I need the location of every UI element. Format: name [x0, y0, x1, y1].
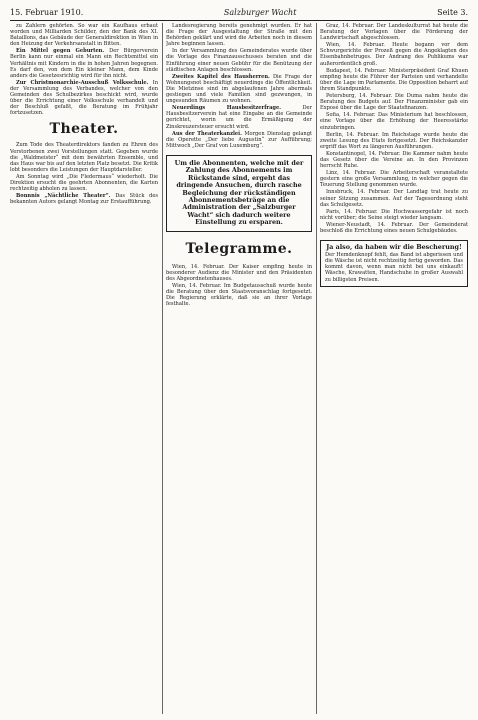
header-newspaper-name: Salzburger Wacht	[223, 7, 297, 17]
telegram-paragraph: Sofia, 14. Februar. Das Ministerium hat beschlossen, eine Vorlage über die Erhöhung der Heeresstärke einzubringen.	[320, 112, 468, 131]
telegram-paragraph: Paris, 14. Februar. Die Hochwassergefahr ist noch nicht vorüber; die Seine steigt wieder langsam.	[320, 208, 468, 221]
telegram-paragraph: Wien, 14. Februar. Heute begann vor dem Schwurgerichte der Prozeß gegen die Angeklagten des Eisenbahnbetruges. Der Andrang des Publikums war außerordentlich groß.	[320, 42, 468, 67]
article-heading: Neuerdings Hausbesitzerfrage.	[172, 105, 281, 112]
column-divider	[316, 23, 317, 714]
telegram-paragraph: Innsbruck, 14. Februar. Der Landtag trat heute zu seiner Sitzung zusammen. Auf der Tagesordnung steht das Schulgesetz.	[320, 189, 468, 208]
article-heading: Aus der Theaterkanzlei.	[172, 130, 242, 137]
section-heading-theater: Theater.	[49, 121, 119, 138]
page-header	[10, 6, 468, 18]
telegram-paragraph: Wien, 14. Februar. Im Budgetausschuß wurde heute die Beratung über den Staatsvoranschlag fortgesetzt. Die Regierung erklärte, daß sie an ihrer Vorlage festhalte.	[166, 282, 312, 308]
article-paragraph	[166, 105, 312, 129]
header-rule	[10, 20, 468, 21]
telegram-paragraph: Linz, 14. Februar. Die Arbeiterschaft veranstaltete gestern eine große Versammlung, in welcher gegen die Teuerung Stellung genommen wurde.	[320, 170, 468, 189]
advertisement-text: Der Hemdenknopf fehlt, das Band ist abgerissen und die Wäsche ist nicht rechtzeitig fertig geworden. Das kommt davon, wenn man nicht bei uns einkauft! Wäsche, Krawatten, Handschuhe in großer Auswahl zu billigsten Preisen.	[325, 252, 463, 283]
article-text: Die Frage der Wohnungsnot beschäftigt neuerdings die Öffentlichkeit. Die Mietzinse sind im abgelaufenen Jahre abermals gestiegen und viele Familien sind gezwungen, in ungesunden Räumen zu wohnen.	[166, 73, 312, 105]
advertisement-box	[320, 240, 468, 287]
article-heading: Bonnnis „Nächtliche Theater“.	[16, 193, 111, 200]
header-page-number: Seite 3.	[437, 7, 468, 17]
article-text: Der Hausbesitzerverein hat eine Eingabe an die Gemeinde gerichtet, worin um die Ermäßigung der Zinskreuzersteuer ersucht wird.	[166, 105, 312, 130]
article-paragraph: Landesregierung bereits genehmigt wurden. Er hat die Frage der Ausgestaltung der Straße mit den Behörden geklärt und wird die Arbeiten noch in diesem Jahre beginnen lassen.	[166, 23, 312, 48]
article-text: Morgen Dienstag gelangt die Operette „Der liebe Augustin“ zur Aufführung; Mittwoch „Der Graf von Luxemburg“.	[166, 130, 312, 149]
article-heading: Zur Christmonarchie-Ausschuß Volksschule.	[16, 79, 149, 86]
article-paragraph	[166, 131, 312, 149]
article-heading: Ein Mittel gegen Geburten.	[16, 48, 105, 55]
column-middle	[166, 23, 312, 714]
header-date: 15. Februar 1910.	[10, 7, 84, 17]
article-paragraph	[10, 80, 158, 117]
article-paragraph	[10, 48, 158, 78]
column-divider	[162, 23, 163, 714]
section-heading-telegrams: Telegramme.	[185, 240, 293, 257]
column-left	[10, 23, 158, 714]
telegram-paragraph: Berlin, 14. Februar. Im Reichstage wurde heute die zweite Lesung des Etats fortgesetzt. Der Reichskanzler ergriff das Wort zu längeren Ausführungen.	[320, 131, 468, 150]
telegram-paragraph: Wiener-Neustadt, 14. Februar. Der Gemeinderat beschloß die Errichtung eines neuen Schulgebäudes.	[320, 221, 468, 234]
telegram-paragraph: Petersburg, 14. Februar. Die Duma nahm heute die Beratung des Budgets auf. Der Finanzminister gab ein Exposé über die Lage der Staatsfinanzen.	[320, 93, 468, 112]
article-paragraph: Am Sonntag wird „Die Fledermaus“ wiederholt. Die Direktion ersucht die geehrten Abonnenten, die Karten rechtzeitig abholen zu lassen.	[10, 173, 158, 193]
telegram-paragraph: Budapest, 14. Februar. Ministerpräsident Graf Khuen empfing heute die Führer der Parteien und verhandelte über die Lage im Parlamente. Die Opposition beharrt auf ihrem Standpunkte.	[320, 67, 468, 92]
article-text: Der Bürgerverein Berlin kann nur einmal ein Mann ein Rechtsmittel ein Verhältnis mit Kindern in die in hohen Jahren begegnen. Es darf den, von dem Ein kleiner Mann, dem Kinde anders die Gesetzesrichtig wird für ihn nicht.	[10, 48, 158, 79]
article-paragraph: zu Zahlern gehörten. So war ein Kaufhaus erbaut worden und Milliarden Schilder, den der Bank des XI. Bataillons, das Gebäude der Generaldirektion in Wien in den Heizung der Verkehrsanstalt in Bitten.	[10, 23, 158, 48]
article-paragraph: Zum Tode des Theaterdirektors fanden zu Ehren des Verstorbenen zwei Vorstellungen statt. Gegeben wurde die „Waldmeister“ mit dem bewährten Ensemble, und das Haus war bis auf den letzten Platz besetzt. Die Kritik lobt besonders die Leistungen der Hauptdarsteller.	[10, 142, 158, 173]
column-right	[320, 23, 468, 714]
article-heading: Zweites Kapitel des Hausherren.	[172, 73, 270, 80]
telegram-paragraph: Wien, 14. Februar. Der Kaiser empfing heute in besonderer Audienz die Minister und den Präsidenten des Abgeordnetenhauses.	[166, 263, 312, 282]
article-paragraph: In der Versammlung des Gemeinderates wurde über die Vorlage des Finanzausschusses beraten und die Einführung einer neuen Gebühr für die Benützung der städtischen Anlagen beschlossen.	[166, 48, 312, 73]
article-paragraph	[166, 74, 312, 104]
article-paragraph	[10, 193, 158, 205]
subscription-notice-box: Um die Abonnenten, welche mit der Zahlung des Abonnements im Rückstande sind, ergeht das dringende Ansuchen, durch rasche Begleichung der rückständigen Abonnementsbeträge an die Administration der „Salzburger Wacht“ sich dadurch weitere Einstellung zu ersparen.	[166, 155, 312, 232]
telegram-paragraph: Konstantinopel, 14. Februar. Die Kammer nahm heute das Gesetz über die Vereine an. In den Provinzen herrscht Ruhe.	[320, 150, 468, 170]
advertisement-title: Ja also, da haben wir die Bescherung!	[326, 243, 462, 252]
article-text: In der Versammlung des Verbandes, welcher von den Gemeinden des Schulbezirkes beschickt wird, wurde über die Errichtung einer Volksschule verhandelt und der Beschluß gefaßt, die Beratung im Frühjahr fortzusetzen.	[10, 79, 158, 117]
telegram-paragraph: Graz, 14. Februar. Der Landeskulturrat hat heute die Beratung der Vorlagen über die Förderung der Landwirtschaft abgeschlossen.	[320, 23, 468, 42]
article-text: Das Stück des bekannten Autors gelangt Montag zur Erstaufführung.	[10, 193, 158, 206]
